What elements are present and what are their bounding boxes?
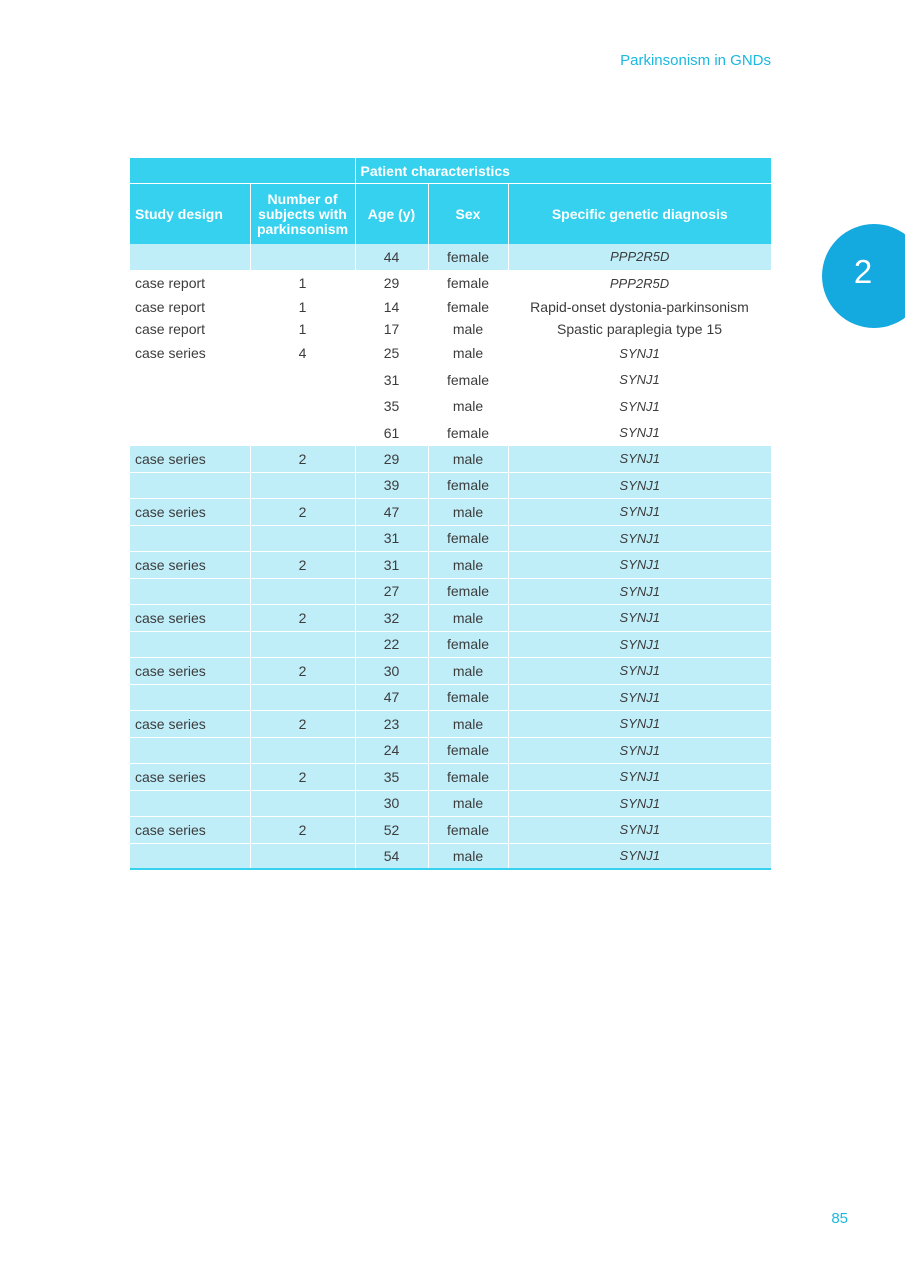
cell-study-design: case series	[130, 551, 250, 578]
cell-subject-count: 2	[250, 446, 355, 472]
table-row	[130, 551, 771, 578]
cell-age: 27	[355, 578, 428, 604]
table-row	[130, 446, 771, 472]
cell-age: 14	[383, 299, 400, 315]
cell-subject-count	[250, 393, 355, 419]
table-group-header-row	[130, 158, 771, 184]
cell-subject-count	[250, 684, 355, 710]
cell-age: 23	[355, 710, 428, 737]
cell-study-design: case series	[130, 498, 250, 525]
cell-age: 32	[355, 604, 428, 631]
group-header-blank	[130, 158, 355, 184]
cell-age: 29	[355, 446, 428, 472]
cell-subject-count: 2	[250, 657, 355, 684]
table-row	[130, 318, 771, 340]
cell-age: 52	[355, 816, 428, 843]
cell-sex: male	[428, 710, 508, 737]
cell-genetic-diagnosis: PPP2R5D	[609, 275, 670, 291]
cell-subject-count	[250, 843, 355, 869]
cell-age: 31	[355, 551, 428, 578]
cell-subject-count	[250, 419, 355, 446]
cell-subject-count: 1	[298, 321, 307, 337]
cell-genetic-diagnosis: SYNJ1	[619, 398, 660, 414]
cell-sex: male	[428, 551, 508, 578]
cell-study-design	[130, 631, 250, 657]
table-row	[130, 498, 771, 525]
cell-sex: female	[428, 737, 508, 763]
table-row	[130, 366, 771, 393]
cell-sex: female	[428, 472, 508, 498]
cell-sex: female	[428, 244, 508, 270]
running-header: Parkinsonism in GNDs	[620, 52, 771, 69]
cell-age: 22	[355, 631, 428, 657]
cell-genetic-diagnosis: SYNJ1	[508, 604, 771, 631]
cell-age: 24	[355, 737, 428, 763]
cell-subject-count	[250, 578, 355, 604]
cell-study-design	[130, 737, 250, 763]
cell-age: 25	[383, 345, 400, 361]
cell-study-design: case series	[130, 604, 250, 631]
cell-sex: male	[428, 790, 508, 816]
table-row	[130, 525, 771, 551]
cell-genetic-diagnosis: SYNJ1	[508, 551, 771, 578]
page-number: 85	[831, 1210, 848, 1227]
cell-sex: male	[452, 321, 484, 337]
cell-sex: male	[428, 446, 508, 472]
cell-genetic-diagnosis: SYNJ1	[508, 816, 771, 843]
cell-study-design	[130, 419, 250, 446]
cell-subject-count: 2	[250, 763, 355, 790]
cell-sex: female	[428, 816, 508, 843]
cell-study-design	[130, 684, 250, 710]
cell-study-design: case report	[135, 321, 206, 337]
cell-genetic-diagnosis: SYNJ1	[508, 631, 771, 657]
cell-genetic-diagnosis: SYNJ1	[619, 345, 660, 361]
cell-subject-count: 2	[250, 498, 355, 525]
cell-subject-count	[250, 366, 355, 393]
col-header-genetic-diagnosis: Specific genetic diagnosis	[508, 184, 771, 245]
table-row	[130, 296, 771, 318]
cell-study-design: case series	[130, 816, 250, 843]
table-row	[130, 472, 771, 498]
cell-genetic-diagnosis: PPP2R5D	[508, 244, 771, 270]
patient-characteristics-table	[130, 158, 771, 870]
table-row	[130, 340, 771, 366]
cell-genetic-diagnosis: SYNJ1	[508, 737, 771, 763]
cell-sex: male	[428, 843, 508, 869]
cell-study-design	[130, 244, 250, 270]
cell-genetic-diagnosis: SYNJ1	[508, 710, 771, 737]
cell-sex: female	[428, 684, 508, 710]
cell-study-design	[130, 578, 250, 604]
cell-age: 47	[355, 498, 428, 525]
cell-sex: male	[428, 604, 508, 631]
cell-age: 30	[355, 657, 428, 684]
cell-sex: female	[428, 763, 508, 790]
cell-age: 17	[383, 321, 400, 337]
cell-subject-count: 2	[250, 551, 355, 578]
cell-genetic-diagnosis: SYNJ1	[508, 498, 771, 525]
cell-age: 31	[383, 371, 400, 388]
cell-age: 35	[355, 763, 428, 790]
cell-study-design	[130, 366, 250, 393]
cell-age: 54	[355, 843, 428, 869]
cell-subject-count: 1	[298, 275, 307, 292]
table-row	[130, 631, 771, 657]
col-header-number-of-subjects: Number of subjects with parkinsonism	[250, 184, 355, 245]
chapter-tab	[822, 224, 905, 328]
cell-subject-count	[250, 525, 355, 551]
cell-genetic-diagnosis: SYNJ1	[508, 684, 771, 710]
cell-genetic-diagnosis: SYNJ1	[508, 472, 771, 498]
cell-subject-count	[250, 737, 355, 763]
cell-age: 47	[355, 684, 428, 710]
cell-sex: female	[428, 578, 508, 604]
cell-genetic-diagnosis: SYNJ1	[508, 790, 771, 816]
cell-sex: male	[452, 345, 484, 361]
cell-study-design: case report	[135, 299, 206, 315]
chapter-number: 2	[853, 253, 873, 290]
cell-subject-count: 1	[298, 299, 307, 315]
cell-sex: male	[428, 657, 508, 684]
cell-sex: female	[446, 275, 490, 292]
cell-genetic-diagnosis: SYNJ1	[619, 372, 660, 387]
cell-subject-count	[250, 790, 355, 816]
cell-study-design	[130, 393, 250, 419]
cell-study-design	[130, 790, 250, 816]
table-row	[130, 763, 771, 790]
cell-sex: female	[446, 371, 490, 388]
cell-sex: female	[446, 299, 490, 315]
cell-sex: female	[428, 631, 508, 657]
table-row	[130, 816, 771, 843]
table-row	[130, 710, 771, 737]
cell-subject-count: 2	[250, 710, 355, 737]
cell-genetic-diagnosis: SYNJ1	[508, 763, 771, 790]
cell-genetic-diagnosis: SYNJ1	[508, 446, 771, 472]
cell-subject-count	[250, 631, 355, 657]
cell-genetic-diagnosis: SYNJ1	[508, 578, 771, 604]
cell-genetic-diagnosis: SYNJ1	[508, 657, 771, 684]
table-body	[130, 244, 771, 869]
table-row	[130, 843, 771, 869]
table-row	[130, 270, 771, 296]
cell-genetic-diagnosis: Spastic paraplegia type 15	[557, 321, 723, 337]
cell-study-design	[130, 843, 250, 869]
table-row	[130, 578, 771, 604]
cell-study-design: case series	[130, 710, 250, 737]
table-row	[130, 790, 771, 816]
cell-study-design: case series	[135, 345, 206, 361]
cell-genetic-diagnosis: SYNJ1	[508, 525, 771, 551]
cell-genetic-diagnosis: SYNJ1	[619, 425, 660, 440]
col-header-age: Age (y)	[355, 184, 428, 245]
cell-genetic-diagnosis: Rapid-onset dystonia-parkinsonism	[530, 299, 749, 315]
cell-age: 29	[383, 275, 400, 292]
table-row	[130, 604, 771, 631]
cell-subject-count	[250, 244, 355, 270]
table-row	[130, 419, 771, 446]
cell-subject-count: 2	[250, 604, 355, 631]
cell-study-design: case series	[130, 763, 250, 790]
cell-sex: female	[428, 525, 508, 551]
cell-study-design: case series	[130, 657, 250, 684]
cell-sex: male	[452, 398, 484, 414]
table-row	[130, 244, 771, 270]
cell-subject-count: 2	[250, 816, 355, 843]
cell-study-design: case series	[130, 446, 250, 472]
cell-subject-count	[250, 472, 355, 498]
table-row	[130, 684, 771, 710]
cell-age: 44	[355, 244, 428, 270]
table-column-header-row	[130, 184, 771, 245]
cell-age: 61	[383, 424, 400, 441]
table-row	[130, 657, 771, 684]
cell-genetic-diagnosis: SYNJ1	[508, 843, 771, 869]
table-row	[130, 393, 771, 419]
col-header-sex: Sex	[428, 184, 508, 245]
group-header-patient-characteristics: Patient characteristics	[355, 158, 771, 184]
cell-age: 30	[355, 790, 428, 816]
cell-age: 31	[355, 525, 428, 551]
cell-age: 39	[355, 472, 428, 498]
cell-sex: female	[446, 424, 490, 441]
cell-study-design	[130, 525, 250, 551]
table-row	[130, 737, 771, 763]
cell-study-design	[130, 472, 250, 498]
cell-study-design: case report	[135, 275, 206, 292]
cell-sex: male	[428, 498, 508, 525]
col-header-study-design: Study design	[130, 184, 250, 245]
cell-age: 35	[383, 398, 400, 414]
cell-subject-count: 4	[298, 345, 307, 361]
